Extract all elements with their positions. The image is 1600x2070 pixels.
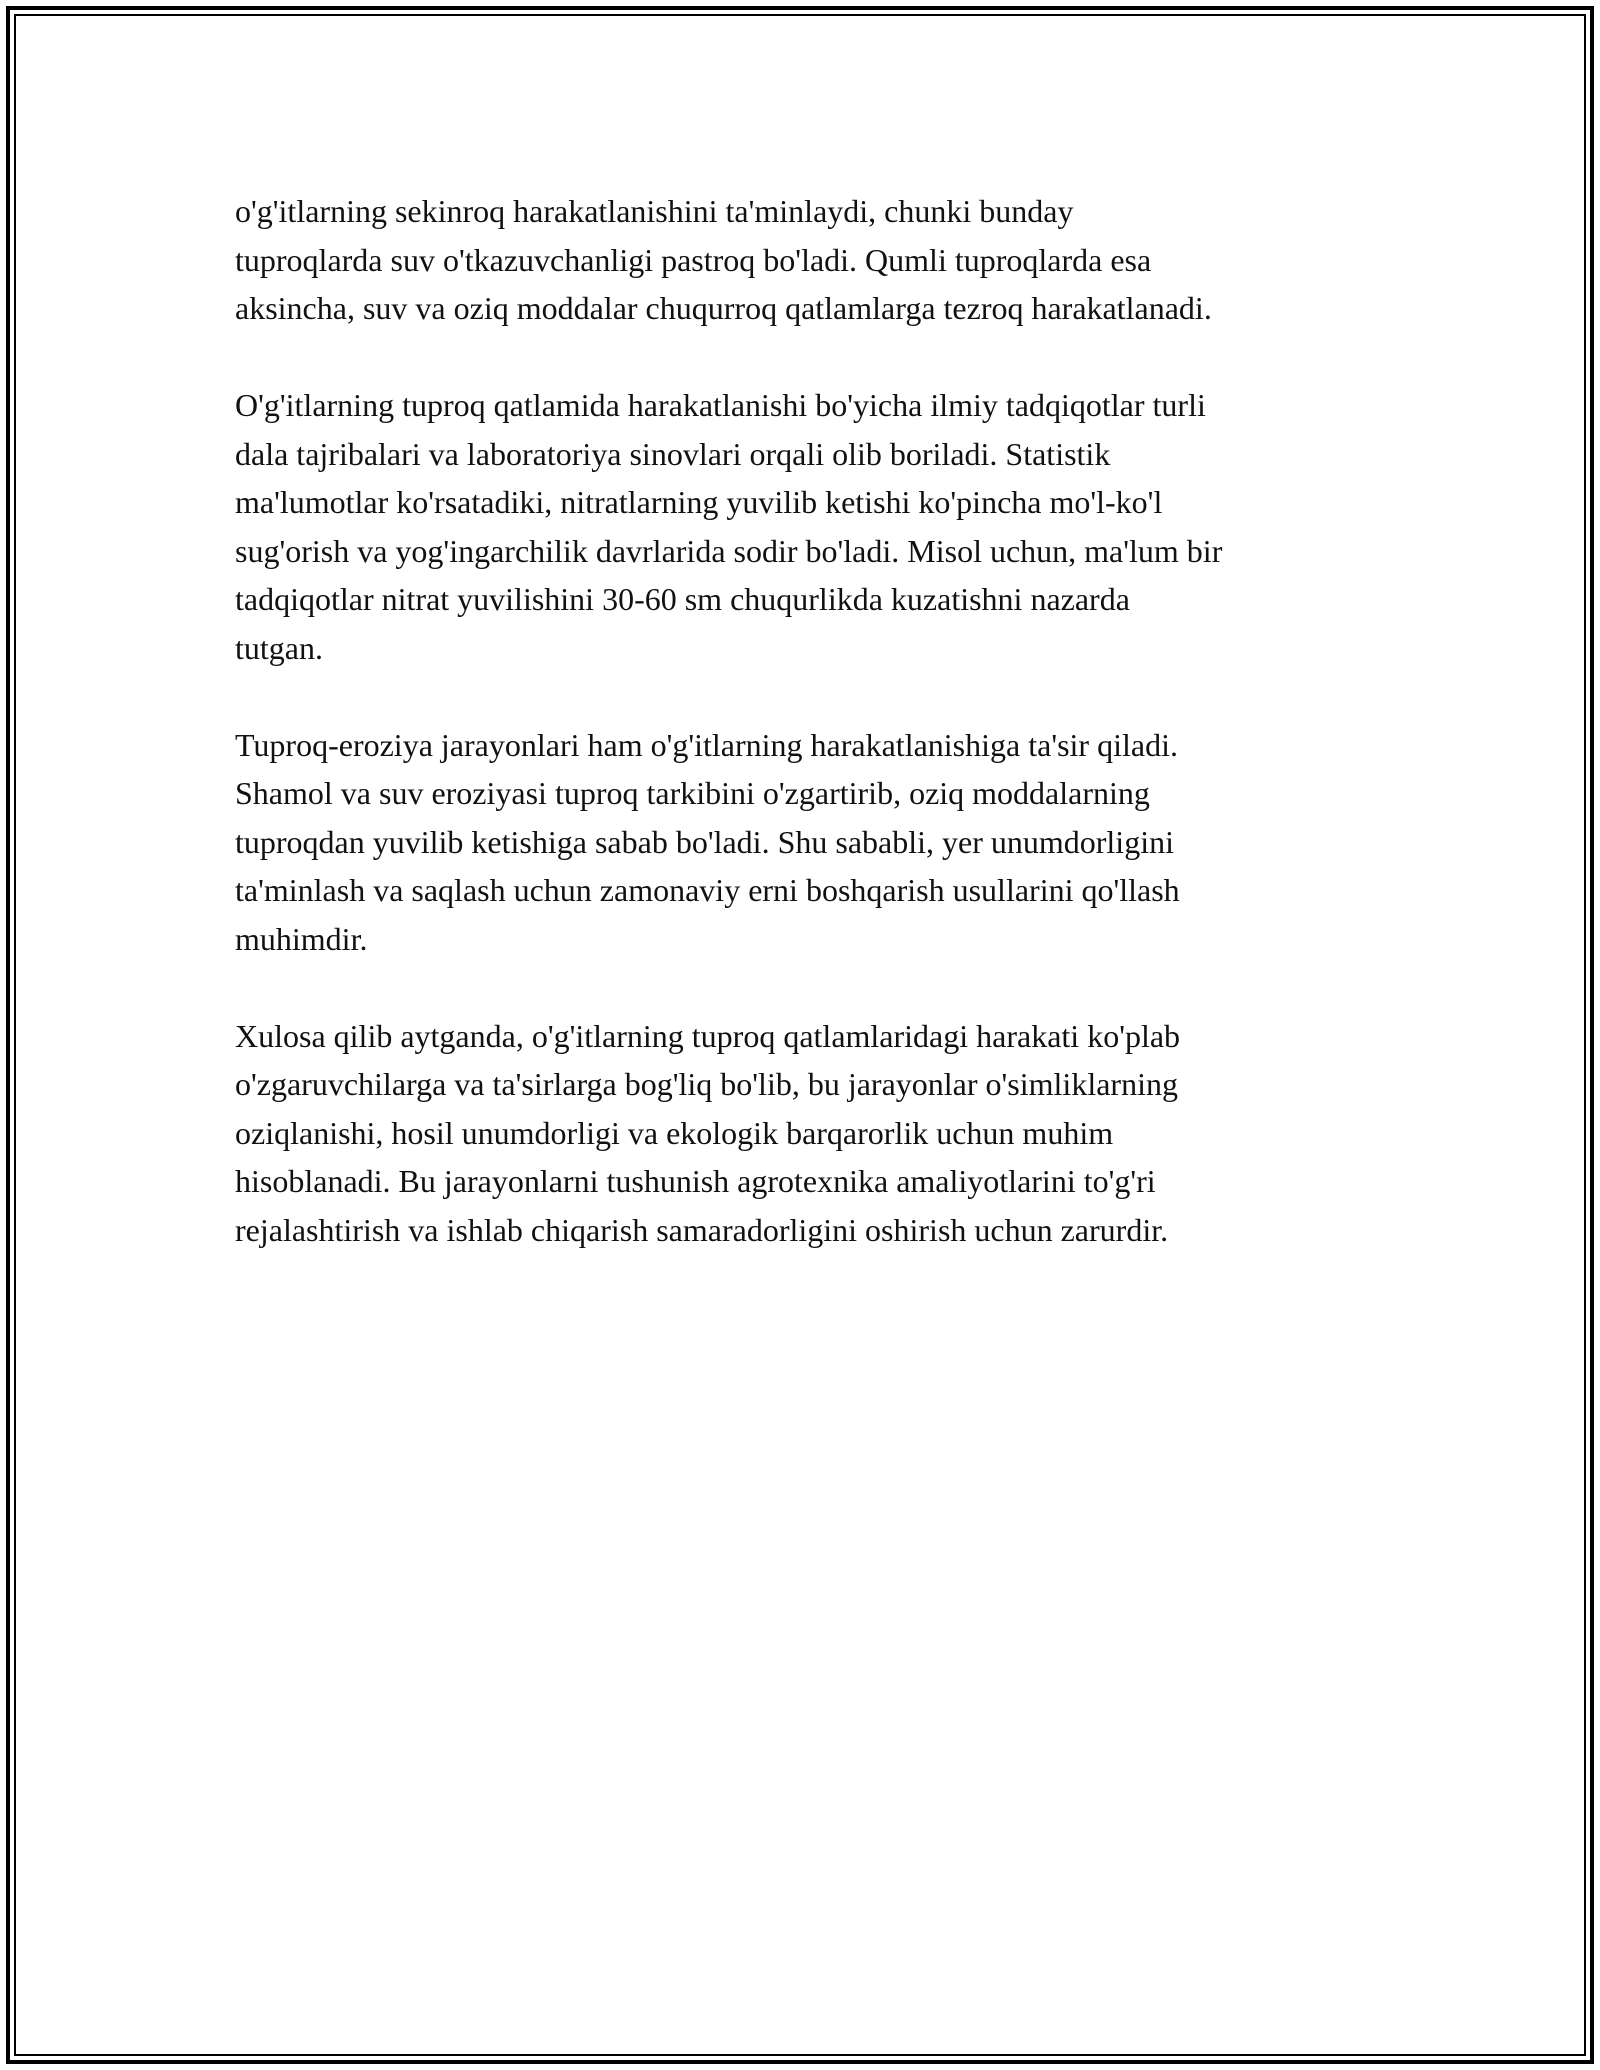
text-line: O'g'itlarning tuproq qatlamida harakatlanishi bo'yicha ilmiy tadqiqotlar turli (235, 387, 1206, 423)
text-line: Xulosa qilib aytganda, o'g'itlarning tuproq qatlamlaridagi harakati ko'plab (235, 1017, 1181, 1054)
text-line: dala tajribalari va laboratoriya sinovlari orqali olib boriladi. Statistik (235, 435, 1111, 472)
text-line: tutgan. (235, 629, 323, 666)
text-line: Tuproq-eroziya jarayonlari ham o'g'itlarning harakatlanishiga ta'sir qiladi. (235, 726, 1178, 763)
text-line: sug'orish va yog'ingarchilik davrlarida sodir bo'ladi. Misol uchun, ma'lum bir (235, 532, 1223, 569)
text-line: ma'lumotlar ko'rsatadiki, nitratlarning yuvilib ketishi ko'pincha mo'l-ko'l (235, 484, 1163, 520)
text-line: o'zgaruvchilarga va ta'sirlarga bog'liq bo'lib, bu jarayonlar o'simliklarning (235, 1066, 1178, 1102)
text-line: rejalashtirish va ishlab chiqarish samaradorligini oshirish uchun zarurdir. (235, 1211, 1169, 1248)
text-line: tadqiqotlar nitrat yuvilishini 30-60 sm chuqurlikda kuzatishni nazarda (235, 581, 1130, 617)
text-line: tuproqlarda suv o'tkazuvchanligi pastroq bo'ladi. Qumli tuproqlarda esa (235, 241, 1152, 278)
text-line: ta'minlash va saqlash uchun zamonaviy erni boshqarish usullarini qo'llash (235, 872, 1180, 908)
text-line: aksincha, suv va oziq moddalar chuqurroq qatlamlarga tezroq harakatlanadi. (235, 290, 1212, 326)
text-line: Shamol va suv eroziyasi tuproq tarkibini o'zgartirib, oziq moddalarning (235, 775, 1150, 811)
paragraph-1 (235, 187, 1380, 333)
document-body (235, 187, 1380, 1254)
text-line: o'g'itlarning sekinroq harakatlanishini ta'minlaydi, chunki bunday (235, 193, 1074, 229)
text-line: oziqlanishi, hosil unumdorligi va ekologik barqarorlik uchun muhim (235, 1114, 1114, 1151)
paragraph-3 (235, 721, 1380, 964)
paragraph-2 (235, 381, 1380, 672)
paragraph-4 (235, 1012, 1380, 1255)
text-line: hisoblanadi. Bu jarayonlarni tushunish agrotexnika amaliyotlarini to'g'ri (235, 1163, 1156, 1199)
text-line: muhimdir. (235, 920, 368, 957)
text-line: tuproqdan yuvilib ketishiga sabab bo'ladi. Shu sababli, yer unumdorligini (235, 823, 1174, 860)
